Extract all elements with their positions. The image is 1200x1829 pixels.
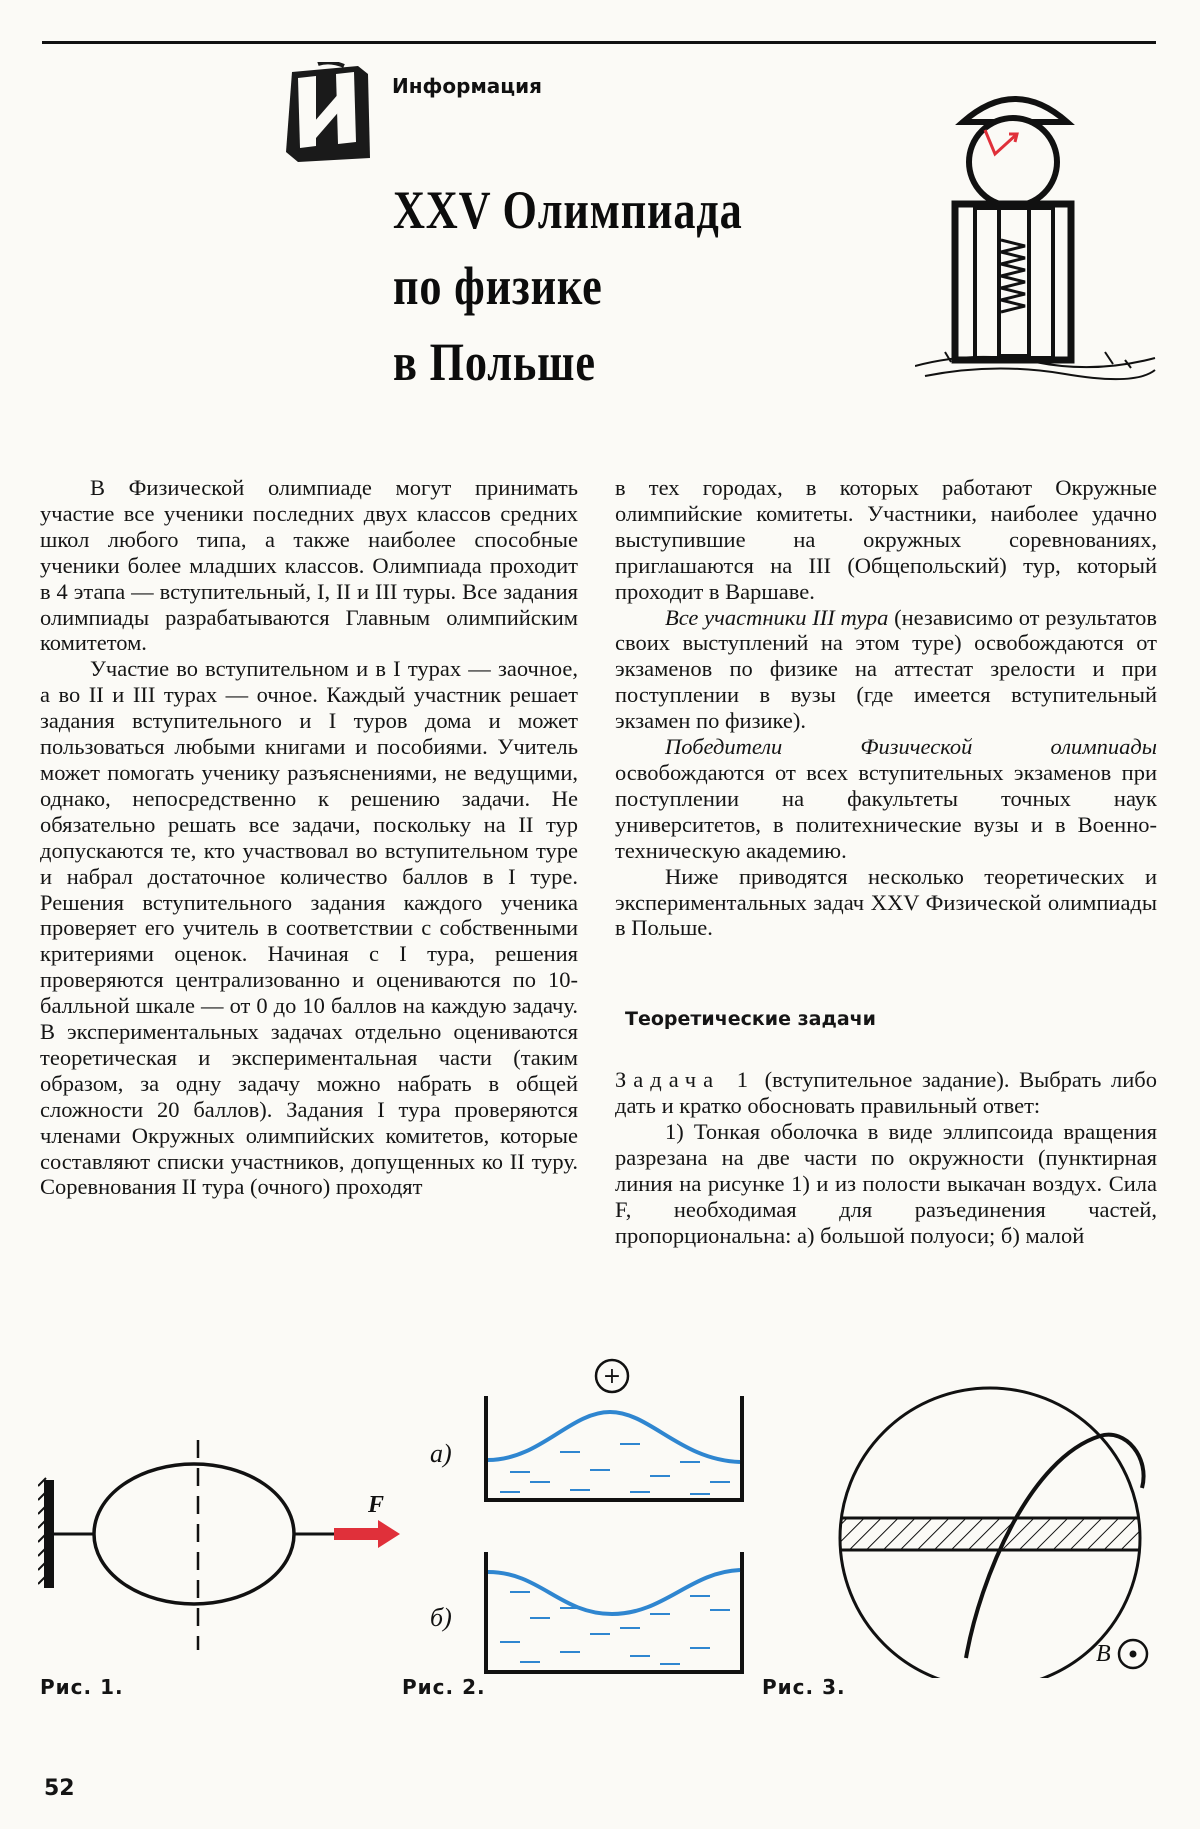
paragraph: Участие во вступительном и в I турах — заочное, а во II и III турах — очное. Каждый участник решает задания вступительного и I туров дома и может пользоваться любыми книгами и пособиями. Учитель может помогать ученику разъяснениями, не ведущими, однако, непосредственно к решению задачи. Не обязательно решать все задачи, поскольку на II тур допускаются те, кто участвовал во вступительном туре и набрал достаточное количество баллов в I туре. Решения вступительного задания каждого ученика проверяет его учитель в соответствии с собственными критериями оценок. Начиная с I тура, решения проверяются централизованно и оцениваются по 10-балльной шкале — от 0 до 10 баллов на каждую задачу. В экспериментальных задачах отдельно оцениваются теоретическая и экспериментальная части (таким образом, за одну задачу можно набрать в общей сложности 20 баллов). Задания I тура проверяются членами Окружных олимпийских комитетов, которые составляют списки участников, допущенных ко II туру. Соревнования II тура (очного) проходят <box>40 656 578 1200</box>
title-line-2: по физике <box>393 256 603 316</box>
page-number: 52 <box>44 1776 75 1801</box>
paragraph-text: освобождаются от всех вступительных экзаменов при поступлении на факультеты точных наук университетов, в политехнические вузы и в Военно-техническую академию. <box>615 759 1157 863</box>
label-b: б) <box>430 1603 452 1632</box>
emphasis: Все участники III тура <box>665 604 889 630</box>
section-subheading: Теоретические задачи <box>625 1008 876 1031</box>
paragraph: в тех городах, в которых работают Окружные олимпийские комитеты. Участники, наиболее удачно выступившие на окружных соревнованиях, приглашаются на III (Общепольский) тур, который проходит в Варшаве. <box>615 475 1157 604</box>
mascot-illustration <box>915 90 1165 390</box>
logo-letter: И <box>282 153 288 162</box>
force-label: F <box>368 1492 385 1518</box>
paragraph <box>615 1067 1157 1119</box>
paragraph: Ниже приводятся несколько теоретических и экспериментальных задач XXV Физической олимпиады в Польше. <box>615 863 1157 941</box>
top-rule <box>42 41 1156 44</box>
task-intro: (вступительное задание). Выбрать либо дать и кратко обосновать правильный ответ: <box>615 1067 1157 1119</box>
field-label: B <box>1096 1641 1111 1667</box>
figure-3-magnetic-field <box>800 1378 1170 1678</box>
page-title <box>393 172 913 400</box>
title-line-1: XXV Олимпиада <box>393 180 743 240</box>
plus-sign: + <box>602 1364 622 1389</box>
paragraph: 1) Тонкая оболочка в виде эллипсоида вращения разрезана на две части по окружности (пунктирная линия на рисунке 1) и из полости выкачан воздух. Сила F, необходимая для разъединения частей, пропорциональна: а) большой полуоси; б) малой <box>615 1119 1157 1248</box>
paragraph-text: (независимо от результатов своих выступлений на этом туре) освобождаются от экзаменов по физике на аттестат зрелости и при поступлении в вузы (где имеется вступительный экзамен по физике). <box>615 604 1157 734</box>
paragraph <box>615 734 1157 864</box>
figure-3-caption: Рис. 3. <box>762 1675 846 1699</box>
article-column-left <box>40 475 578 1200</box>
title-line-3: в Польше <box>393 332 596 392</box>
paragraph <box>615 605 1157 735</box>
section-label: Информация <box>392 74 542 98</box>
figure-1-ellipsoid <box>38 1440 418 1670</box>
task-label: Задача 1 <box>615 1067 755 1093</box>
emphasis: Победители Физической олимпиады <box>665 734 1157 760</box>
article-column-right <box>615 475 1157 1249</box>
figure-1-caption: Рис. 1. <box>40 1675 124 1699</box>
section-logo <box>278 62 374 164</box>
paragraph: В Физической олимпиаде могут принимать участие все ученики последних двух классов средних школ любого типа, а также наиболее способные ученики более младших классов. Олимпиада проходит в 4 этапа — вступительный, I, II и III туры. Все задания олимпиады разрабатываются Главным олимпийским комитетом. <box>40 475 578 656</box>
figure-2-water-vessels <box>420 1352 750 1682</box>
figure-2-caption: Рис. 2. <box>402 1675 486 1699</box>
label-a: а) <box>430 1439 452 1468</box>
